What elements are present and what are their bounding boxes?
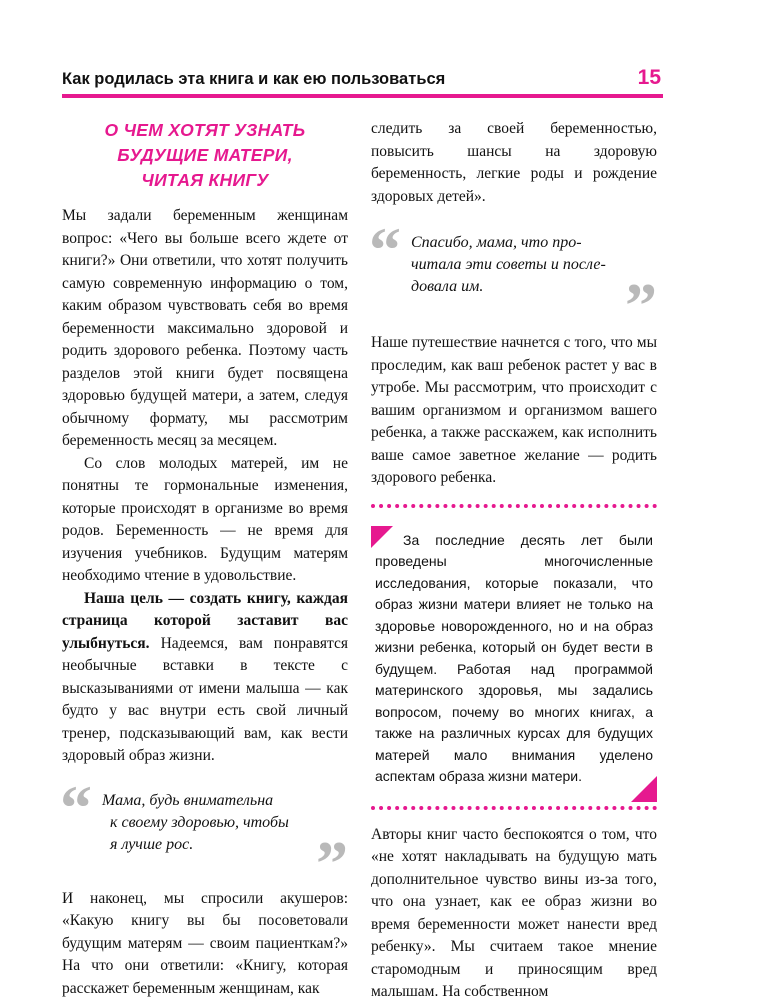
page-number: 15 (637, 66, 661, 89)
close-quote-icon: ” (316, 827, 348, 899)
paragraph: И наконец, мы спросили акушеров: «Какую книгу вы бы посоветовали будущим матерям — своим пациенткам?» На что они ответили: «Книгу, которая расскажет беременным женщинам, как (62, 889, 348, 997)
header-title: Как родилась эта книга и как ею пользоваться (62, 70, 446, 88)
section-title-line: ЧИТАЯ КНИГУ (141, 170, 269, 190)
right-column (371, 118, 657, 1004)
section-title (62, 118, 348, 193)
paragraph: Наше путешествие начнется с того, что мы проследим, как ваш ребенок растет у вас в утробе. Мы рассмотрим, что происходит с вашим организмом и организмом вашего ребенка, а также расскажем, как исполнить ваше самое заветное желание — родить здорового ребенка. (371, 334, 657, 486)
quote-line: читала эти советы и после- (411, 256, 606, 273)
paragraph: следить за своей беременностью, повысить шансы на здоровую беременность, легкие роды и рождение здоровых детей». (371, 120, 657, 205)
quote-line: Мама, будь внимательна (102, 791, 274, 809)
sidebar-box (371, 504, 657, 810)
open-quote-icon: “ (60, 771, 92, 843)
section-title-line: БУДУЩИЕ МАТЕРИ, (117, 145, 293, 165)
paragraph: Мы задали беременным женщинам вопрос: «Чего вы больше всего ждете от книги?» Они ответили, что хотят получить самую современную информацию о том, каким образом чувствовать себя во время беременности максимально здоровой и родить здорового ребенка. Поэтому часть разделов этой книги будет посвящена здоровью будущей матери, а затем, следуя обычному формату, мы рассмотрим беременность месяц за месяцем. (62, 207, 348, 449)
close-quote-icon: ” (625, 270, 657, 341)
quote-line: к своему здоровью, чтобы (110, 813, 289, 831)
goal-bold-text: Наша цель — создать книгу, каждая страница которой заставит вас улыбнуться. (62, 589, 348, 652)
paragraph: Со слов молодых матерей, им не понятны те гормональные изменения, которые происходят в организме во время родов. Беременность — не время для изучения учебников. Будущим матерям необходимо чтение в удовольствие. (62, 454, 348, 584)
corner-triangle-icon (371, 526, 393, 548)
paragraph: Авторы книг часто беспокоятся о том, что «не хотят накладывать на будущую мать дополнительное чувство вины из-за того, что она узнает, как ее образ жизни во время беременности может нанести вред ребенку». Мы считаем такое мнение старомодным и приносящим вред малышам. На собственном (371, 825, 657, 1000)
quote-line: довала им. (411, 278, 484, 295)
box-paragraph: За последние десять лет были проведены многочисленные исследования, которые показали, что образ жизни матери влияет не только на здоровье новорожденного, но и на образ жизни ребенка, который он будет вести в будущем. Работая над программой материнского здоровья, мы задались вопросом, почему во многих книгах, а также на различных курсах для будущих матерей мало внимания уделено аспектам образа жизни матери. (375, 531, 653, 784)
left-column (62, 118, 348, 1000)
baby-quote (369, 214, 657, 341)
quote-line: Спасибо, мама, что про- (411, 234, 582, 251)
quote-line: я лучше рос. (110, 835, 194, 853)
open-quote-icon: “ (369, 214, 401, 285)
corner-triangle-icon (631, 776, 657, 802)
header-rule (62, 94, 663, 98)
section-title-line: О ЧЕМ ХОТЯТ УЗНАТЬ (104, 120, 306, 140)
goal-rest-text: Надеемся, вам понравятся необычные вставки в тексте с высказываниями от имени малыша — как будто у вас внутри есть свой личный тренер, подсказывающий вам, как вести здоровый образ жизни. (62, 634, 348, 764)
paragraph-goal (62, 588, 348, 768)
baby-quote (60, 771, 348, 899)
